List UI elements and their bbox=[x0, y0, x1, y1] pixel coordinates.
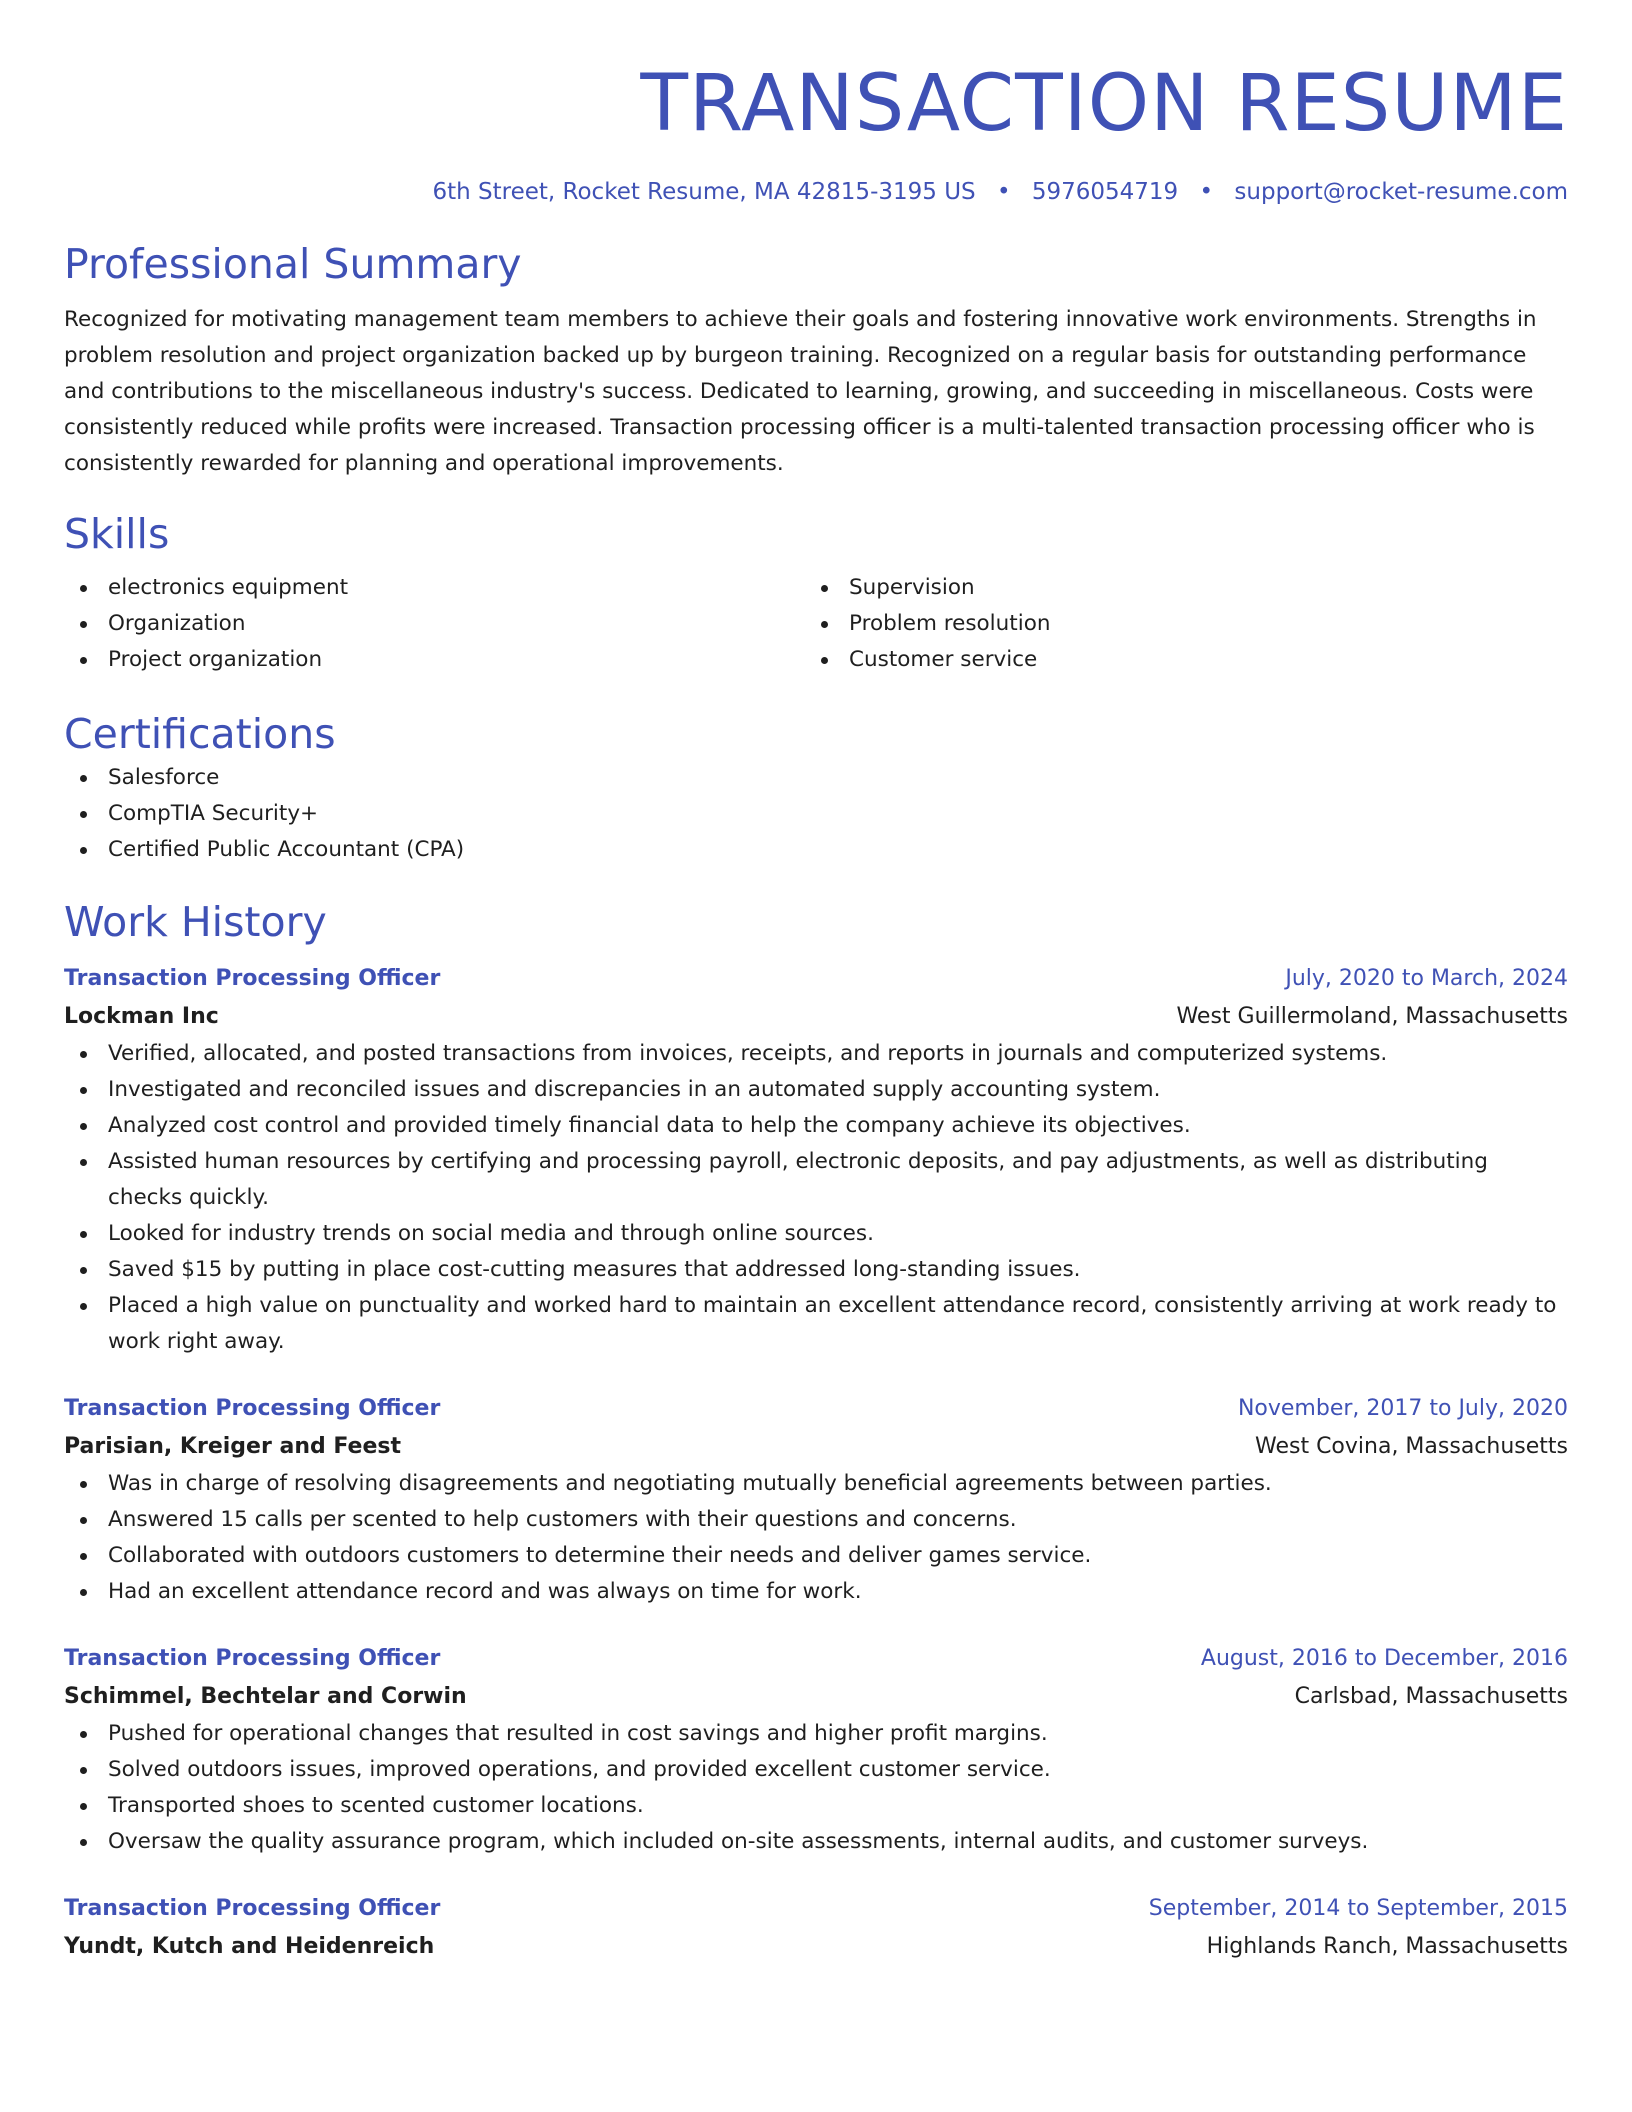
job-entry bbox=[64, 1640, 1568, 1860]
job-company-row bbox=[64, 1428, 1568, 1466]
skill-item: Supervision bbox=[805, 570, 1546, 606]
contact-separator: • bbox=[1199, 179, 1214, 205]
work-history-heading: Work History bbox=[64, 898, 327, 946]
job-location: West Guillermoland, Massachusetts bbox=[1176, 1004, 1568, 1029]
job-entry bbox=[64, 1390, 1568, 1610]
job-company: Lockman Inc bbox=[64, 1004, 219, 1029]
skill-item: electronics equipment bbox=[64, 570, 805, 606]
job-duty: Was in charge of resolving disagreements and negotiating mutually beneficial agreements between parties. bbox=[64, 1466, 1568, 1502]
job-title-row bbox=[64, 960, 1568, 998]
job-dates: November, 2017 to July, 2020 bbox=[1237, 1396, 1568, 1421]
job-title-row bbox=[64, 1640, 1568, 1678]
contact-line bbox=[64, 176, 1568, 208]
job-dates: August, 2016 to December, 2016 bbox=[1200, 1646, 1568, 1671]
job-duties-list bbox=[64, 1716, 1568, 1860]
job-duties-list bbox=[64, 1036, 1568, 1360]
skills-right-column bbox=[805, 570, 1546, 678]
job-duty: Placed a high value on punctuality and worked hard to maintain an excellent attendance record, consistently arriving at work ready to work right away. bbox=[64, 1288, 1568, 1360]
job-duty: Investigated and reconciled issues and discrepancies in an automated supply accounting system. bbox=[64, 1072, 1568, 1108]
job-title-row bbox=[64, 1890, 1568, 1928]
job-duty: Solved outdoors issues, improved operations, and provided excellent customer service. bbox=[64, 1752, 1568, 1788]
job-company: Yundt, Kutch and Heidenreich bbox=[64, 1934, 435, 1959]
contact-email[interactable]: support@rocket-resume.com bbox=[1234, 179, 1568, 205]
skill-item: Problem resolution bbox=[805, 606, 1546, 642]
certification-item: Certified Public Accountant (CPA) bbox=[64, 832, 1568, 868]
job-duty: Saved $15 by putting in place cost-cutting measures that addressed long-standing issues. bbox=[64, 1252, 1568, 1288]
job-dates: September, 2014 to September, 2015 bbox=[1148, 1896, 1568, 1921]
certification-item: Salesforce bbox=[64, 760, 1568, 796]
job-entry bbox=[64, 1890, 1568, 1966]
skills-heading: Skills bbox=[64, 510, 170, 558]
skills-left-column bbox=[64, 570, 805, 678]
job-title: Transaction Processing Officer bbox=[64, 1896, 441, 1921]
job-company: Schimmel, Bechtelar and Corwin bbox=[64, 1684, 467, 1709]
job-duty: Had an excellent attendance record and was always on time for work. bbox=[64, 1574, 1568, 1610]
job-company-row bbox=[64, 1678, 1568, 1716]
job-location: Carlsbad, Massachusetts bbox=[1294, 1684, 1568, 1709]
resume-name: TRANSACTION RESUME bbox=[640, 59, 1568, 149]
job-duty: Transported shoes to scented customer locations. bbox=[64, 1788, 1568, 1824]
job-company-row bbox=[64, 998, 1568, 1036]
certification-item: CompTIA Security+ bbox=[64, 796, 1568, 832]
contact-phone[interactable]: 5976054719 bbox=[1031, 179, 1179, 205]
job-location: Highlands Ranch, Massachusetts bbox=[1206, 1934, 1568, 1959]
job-title: Transaction Processing Officer bbox=[64, 966, 441, 991]
job-company-row bbox=[64, 1928, 1568, 1966]
summary-text: Recognized for motivating management team members to achieve their goals and fostering innovative work environments. Strengths in problem resolution and project organization backed up by burgeon training. Recognized on a regular basis for outstanding performance and contributions to the miscellaneous industry's success. Dedicated to learning, growing, and succeeding in miscellaneous. Costs were consistently reduced while profits were increased. Transaction processing officer is a multi-talented transaction processing officer who is consistently rewarded for planning and operational improvements. bbox=[64, 307, 1537, 476]
job-title: Transaction Processing Officer bbox=[64, 1646, 441, 1671]
job-duty: Oversaw the quality assurance program, which included on-site assessments, internal audits, and customer surveys. bbox=[64, 1824, 1568, 1860]
resume-header bbox=[64, 56, 1568, 208]
certifications-heading: Certifications bbox=[64, 710, 336, 758]
job-duty: Pushed for operational changes that resulted in cost savings and higher profit margins. bbox=[64, 1716, 1568, 1752]
skill-item: Project organization bbox=[64, 642, 805, 678]
job-title-row bbox=[64, 1390, 1568, 1428]
job-dates: July, 2020 to March, 2024 bbox=[1285, 966, 1568, 991]
contact-separator: • bbox=[996, 179, 1011, 205]
job-entry bbox=[64, 960, 1568, 1360]
job-duty: Collaborated with outdoors customers to determine their needs and deliver games service. bbox=[64, 1538, 1568, 1574]
job-duty: Verified, allocated, and posted transactions from invoices, receipts, and reports in journals and computerized systems. bbox=[64, 1036, 1568, 1072]
summary-heading: Professional Summary bbox=[64, 240, 522, 288]
job-duty: Looked for industry trends on social media and through online sources. bbox=[64, 1216, 1568, 1252]
contact-address: 6th Street, Rocket Resume, MA 42815-3195 US bbox=[432, 179, 976, 205]
skill-item: Organization bbox=[64, 606, 805, 642]
skills-list bbox=[64, 570, 1568, 678]
job-duties-list bbox=[64, 1466, 1568, 1610]
job-duty: Assisted human resources by certifying and processing payroll, electronic deposits, and pay adjustments, as well as distributing checks quickly. bbox=[64, 1144, 1568, 1216]
certifications-list bbox=[64, 760, 1568, 868]
job-title: Transaction Processing Officer bbox=[64, 1396, 441, 1421]
job-company: Parisian, Kreiger and Feest bbox=[64, 1434, 401, 1459]
skill-item: Customer service bbox=[805, 642, 1546, 678]
job-location: West Covina, Massachusetts bbox=[1254, 1434, 1568, 1459]
job-duty: Analyzed cost control and provided timely financial data to help the company achieve its objectives. bbox=[64, 1108, 1568, 1144]
job-duty: Answered 15 calls per scented to help customers with their questions and concerns. bbox=[64, 1502, 1568, 1538]
